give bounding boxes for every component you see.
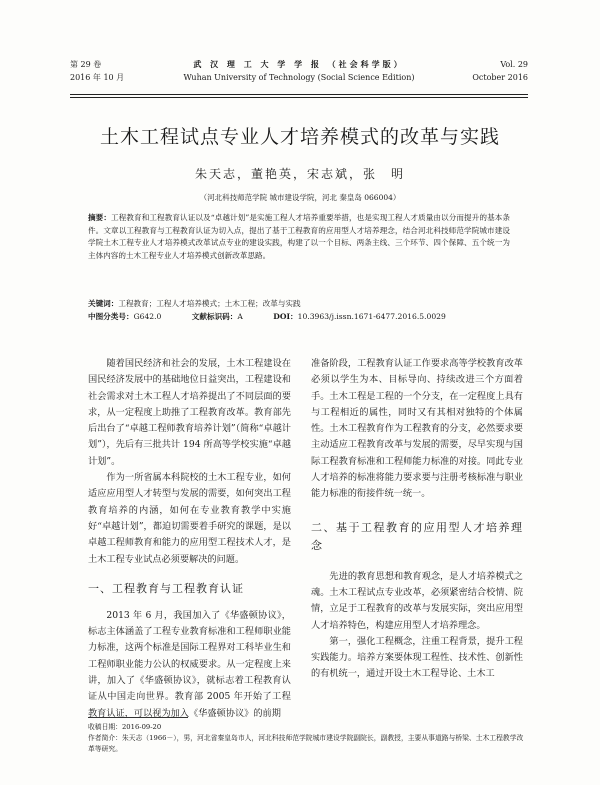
doi-value: 10.3963/j.issn.1671-6477.2016.5.0029 (297, 312, 446, 321)
volume-left: 第 29 卷 (70, 60, 102, 69)
header-rule (70, 94, 528, 95)
author-affiliation: （河北科技师范学院 城市建设学院，河北 秦皇岛 066004） (199, 193, 401, 202)
article-title: 土木工程试点专业人才培养模式的改革与实践 (99, 126, 500, 148)
body-paragraph: 2013 年 6 月，我国加入了《华盛顿协议》，标志主体涵盖了工程专业教育标准和工程师职业能力标准，这两个标准是国际工程界对工科毕业生和工程师职业能力公认的权威要求。从一定程度上来讲，加入了《华盛顿协议》，就标志着工程教育认证从中国走向世界。教育部 2005 年开始了工程教育认证，可以视为加入《华盛顿协议》的前期 (88, 609, 291, 719)
doc-code-label: 文献标识码： (191, 312, 238, 321)
running-header (70, 58, 528, 92)
doc-code-value: A (237, 312, 243, 321)
body-paragraph: 第一，强化工程概念，注重工程背景，提升工程实践能力。培养方案要体现工程性、技术性、创新性的有机统一，通过开设土木工程导论、土木工 (311, 635, 523, 680)
classification-line (88, 311, 510, 323)
received-date: 收稿日期：2016-09-20 (88, 723, 162, 731)
journal-name-en: Wuhan University of Technology (Social Science Edition) (183, 73, 415, 82)
header-right (472, 58, 528, 84)
clc-value: G642.0 (133, 312, 162, 321)
doi-label: DOI： (273, 312, 298, 321)
body-paragraph: 准备阶段，工程教育认证工作要求高等学校教育改革必须以学生为本、目标导向、持续改进三个方面着手。土木工程是工程的一个分支，在一定程度上具有与工程相近的属性，同时又有其相对独特的个体属性。土木工程教育作为工程教育的分支，必然要求要主动适应工程教育改革与发展的需要，尽早实现与国际工程教育标准和工程师能力标准的对接。同此专业人才培养的标准将能力要求要与注册考核标准与职业能力标准的衔接件统一统一。 (311, 358, 523, 500)
clc-label: 中图分类号： (88, 312, 134, 321)
section-heading-1: 一、工程教育与工程教育认证 (88, 581, 244, 595)
author-bio: 作者简介：朱天志（1966－），男，河北省秦皇岛市人，河北科技师范学院城市建设学院副院长，副教授，主要从事道路与桥梁、土木工程教学改革等研究。 (88, 734, 524, 753)
footnote-rule (88, 717, 188, 718)
body-paragraph: 随着国民经济和社会的发展，土木工程建设在国民经济发展中的基础地位日益突出，工程建设和社会需求对土木工程人才培养提出了不同层面的要求，从一定程度上助推了工程教育改革。教育部先后出台了“卓越工程师教育培养计划”（简称“卓越计划”），先后有三批共计 194 所高等学校实施“卓越计划”。 (88, 358, 291, 467)
body-paragraph: 作为一所省属本科院校的土木工程专业，如何适应应用型人才转型与发展的需要，如何突出工程教育培养的内涵，如何在专业教育教学中实施好“卓越计划”，都迫切需要着手研究的课题，是以卓越工程师教育和能力的应用型工程技术人才，是土木工程专业试点必须要解决的问题。 (88, 472, 291, 565)
doc-code (192, 312, 257, 321)
volume-right: Vol. 29 (500, 60, 528, 69)
date-right: October 2016 (472, 73, 528, 82)
doi (273, 312, 460, 321)
clc (88, 312, 175, 321)
abstract-text: 工程教育和工程教育认证以及“卓越计划”是实施工程人才培养重要举措，也是实现工程人才质量由以分而提升的基本条件。文章以工程教育与工程教育认证为切入点，提出了基于工程教育的应用型人才培养理念，结合河北科技师范学院城市建设学院土木工程专业人才培养模式改革试点专业的建设实践，构建了以一个目标、两条主线、三个环节、四个保障、五个统一为主体内容的土木工程专业人才培养模式创新改革思路。 (88, 213, 510, 260)
header-center (70, 58, 528, 84)
keywords-label: 关键词： (88, 299, 119, 308)
keywords-text: 工程教育；工程人才培养模式；土木工程；改革与实践 (118, 299, 301, 308)
abstract-label: 摘要： (88, 213, 112, 222)
footnote (88, 722, 528, 755)
header-rule-thin (70, 97, 528, 98)
article-authors: 朱天志，董艳英，宋志斌，张 明 (194, 167, 405, 181)
section-heading-2: 二、基于工程教育的应用型人才培养理念 (311, 520, 523, 552)
body-paragraph: 先进的教育思想和教育观念，是人才培养模式之魂。土木工程试点专业改革，必须紧密结合校情、院情，立足于工程教育的改革与发展实际，突出应用型人才培养特色，构建应用型人才培养理念。 (311, 570, 523, 631)
keywords (88, 298, 510, 310)
body-column-right (311, 356, 523, 683)
journal-name-cn: 武 汉 理 工 大 学 学 报 （社会科学版） (193, 59, 405, 69)
date-left: 2016 年 10 月 (70, 73, 125, 82)
abstract (88, 212, 510, 262)
body-column-left (88, 356, 291, 722)
